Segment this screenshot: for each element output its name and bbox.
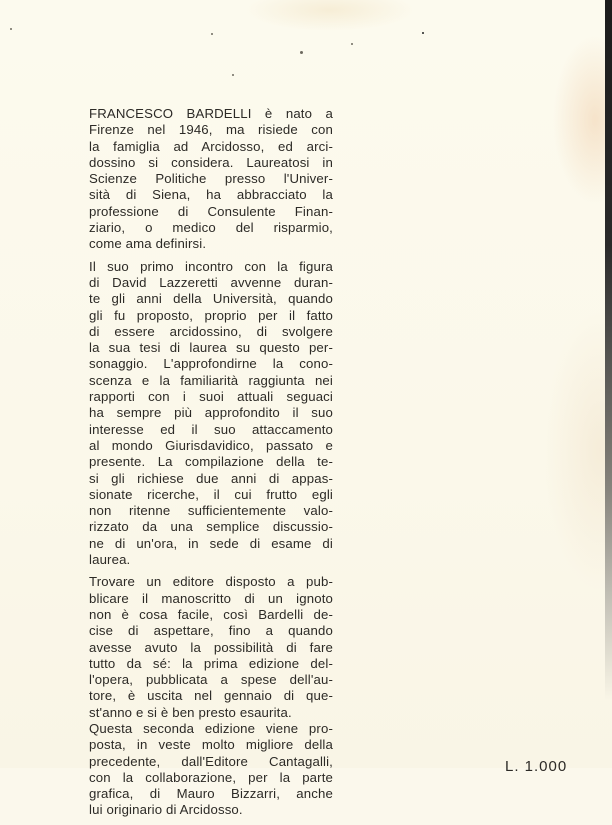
text-line: Il suo primo incontro con la figura bbox=[89, 258, 333, 274]
text-line: al mondo Giurisdavidico, passato e bbox=[89, 437, 333, 453]
text-line: con la collaborazione, per la parte bbox=[89, 769, 333, 785]
text-line: come ama definirsi. bbox=[89, 236, 207, 252]
text-line: lui originario di Arcidosso. bbox=[89, 802, 243, 818]
text-line: ne di un'ora, in sede di esame di bbox=[89, 535, 333, 551]
text-line: st'anno e si è ben presto esaurita. bbox=[89, 704, 292, 720]
text-line: Trovare un editore disposto a pub- bbox=[89, 574, 333, 590]
text-line: non ritenne sufficientemente valo- bbox=[89, 503, 333, 519]
text-line: interesse ed il suo attaccamento bbox=[89, 421, 333, 437]
text-line: Scienze Politiche presso l'Univer- bbox=[89, 171, 333, 187]
paper-speck bbox=[351, 43, 353, 45]
author-bio bbox=[89, 106, 333, 825]
text-line: grafica, di Mauro Bizzarri, anche bbox=[89, 786, 333, 802]
text-line: posta, in veste molto migliore della bbox=[89, 737, 333, 753]
text-line: rapporti con i suoi attuali seguaci bbox=[89, 389, 333, 405]
text-line: laurea. bbox=[89, 552, 131, 568]
text-line: Firenze nel 1946, ma risiede con bbox=[89, 122, 333, 138]
text-line: rizzato da una semplice discussio- bbox=[89, 519, 333, 535]
page-edge-shadow bbox=[605, 0, 612, 700]
text-line: FRANCESCO BARDELLI è nato a bbox=[89, 106, 333, 121]
text-line: si gli richiese due anni di appas- bbox=[89, 470, 333, 486]
text-line: cise di aspettare, fino a quando bbox=[89, 623, 333, 639]
text-line: sionate ricerche, il cui frutto egli bbox=[89, 486, 333, 502]
text-line: gli fu proposto, proprio per il fatto bbox=[89, 307, 333, 323]
price-label: L. 1.000 bbox=[505, 758, 568, 775]
text-line: blicare il manoscritto di un ignoto bbox=[89, 590, 333, 606]
paper-speck bbox=[211, 33, 213, 35]
text-line: professione di Consulente Finan- bbox=[89, 203, 333, 219]
text-line: di essere arcidossino, di svolgere bbox=[89, 323, 333, 339]
text-line: l'opera, pubblicata a spese dell'au- bbox=[89, 672, 333, 688]
text-line: sonaggio. L'approfondirne la cono- bbox=[89, 356, 333, 372]
text-line: scenza e la familiarità raggiunta nei bbox=[89, 372, 333, 388]
text-line: non è cosa facile, così Bardelli de- bbox=[89, 606, 333, 622]
text-line: la famiglia ad Arcidosso, ed arci- bbox=[89, 138, 333, 154]
paper-speck bbox=[10, 28, 12, 30]
paper-speck bbox=[300, 51, 303, 54]
paper-speck bbox=[232, 74, 234, 76]
text-line: tore, è uscita nel gennaio di que- bbox=[89, 688, 333, 704]
text-line: Questa seconda edizione viene pro- bbox=[89, 720, 333, 736]
text-line: dossino si considera. Laureatosi in bbox=[89, 154, 333, 170]
bio-paragraph-1 bbox=[89, 106, 333, 253]
text-line: di David Lazzeretti avvenne duran- bbox=[89, 274, 333, 290]
bio-paragraph-2 bbox=[89, 259, 333, 569]
text-line: avesse avuto la possibilità di fare bbox=[89, 639, 333, 655]
text-line: tutto da sé: la prima edizione del- bbox=[89, 655, 333, 671]
text-line: la sua tesi di laurea su questo per- bbox=[89, 340, 333, 356]
paper-speck bbox=[422, 32, 424, 34]
text-line: ziario, o medico del risparmio, bbox=[89, 220, 333, 236]
text-line: ha sempre più approfondito il suo bbox=[89, 405, 333, 421]
text-line: presente. La compilazione della te- bbox=[89, 454, 333, 470]
text-line: te gli anni della Università, quando bbox=[89, 291, 333, 307]
bio-paragraph-3 bbox=[89, 574, 333, 818]
text-line: sità di Siena, ha abbracciato la bbox=[89, 187, 333, 203]
text-line: precedente, dall'Editore Cantagalli, bbox=[89, 753, 333, 769]
